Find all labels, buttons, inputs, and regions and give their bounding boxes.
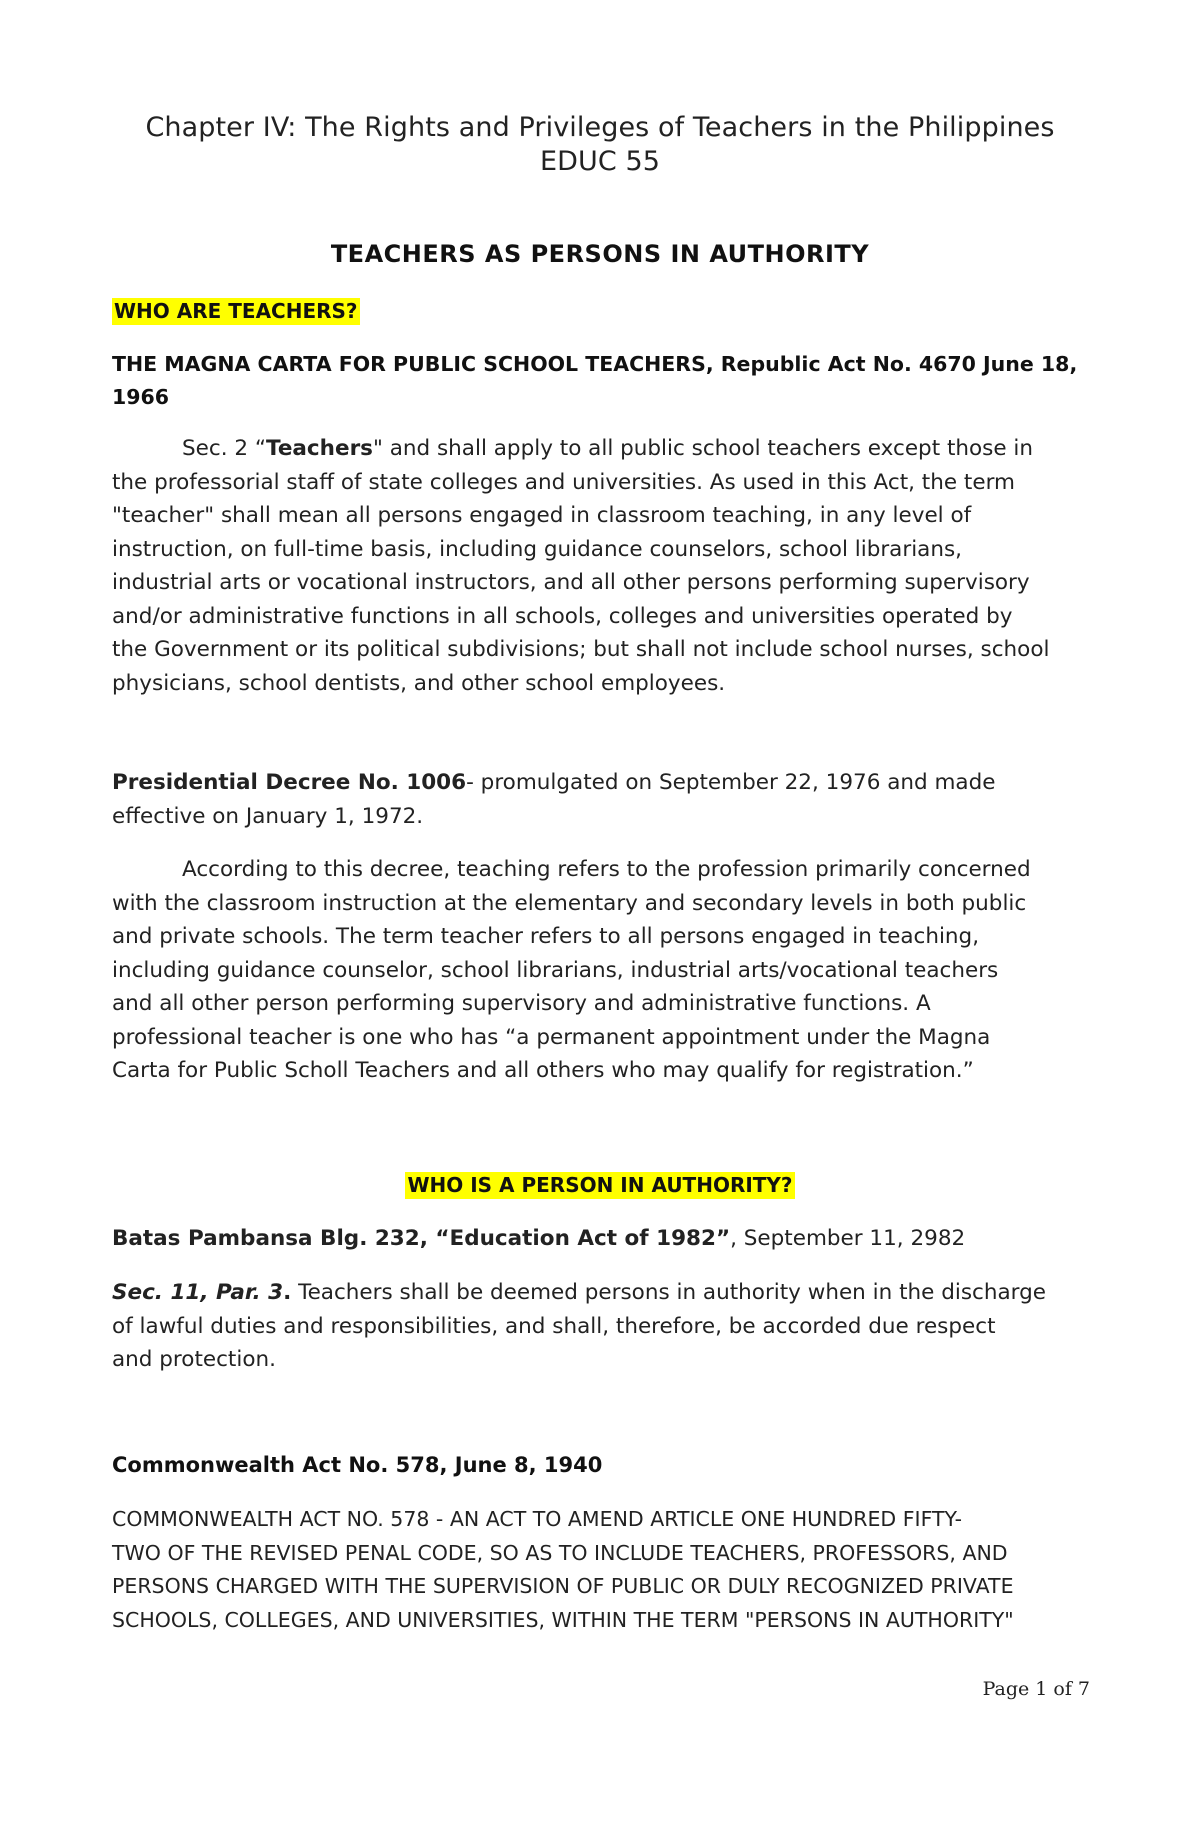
section-heading-person-in-authority xyxy=(0,1173,1200,1197)
magna-carta-section-2 xyxy=(112,432,1092,700)
sec11-label: Sec. 11, Par. 3 xyxy=(112,1280,284,1305)
document-title: TEACHERS AS PERSONS IN AUTHORITY xyxy=(330,240,870,268)
pd1006-body-text: According to this decree, teaching refers to the profession primarily concerned with the classroom instruction at the elementary and secondary levels in both public and private schools. The term teacher refers to all persons engaged in teaching, including guidance counselor, school librarians, industrial arts/vocational teachers and all other person performing supervisory and administrative functions. A professional teacher is one who has “a permanent appointment under the Magna Carta for Public Scholl Teachers and all others who may qualify for registration.” xyxy=(112,857,1031,1083)
highlighted-heading: WHO ARE TEACHERS? xyxy=(114,299,358,323)
chapter-title: Chapter IV: The Rights and Privileges of Teachers in the Philippines xyxy=(145,112,1055,143)
bp232-label: Batas Pambansa Blg. 232, “Education Act of 1982” xyxy=(112,1226,731,1251)
bp232-date: , September 11, 2982 xyxy=(730,1226,966,1251)
page-number: Page 1 of 7 xyxy=(982,1678,1090,1700)
ca578-body: COMMONWEALTH ACT NO. 578 - AN ACT TO AMEND ARTICLE ONE HUNDRED FIFTY- TWO OF THE REVISED PENAL CODE, SO AS TO INCLUDE TEACHERS, PROFESSORS, AND PERSONS CHARGED WITH THE SUPERVISION OF PUBLIC OR DULY RECOGNIZED PRIVATE SCHOOLS, COLLEGES, AND UNIVERSITIES, WITHIN THE TERM "PERSONS IN AUTHORITY" xyxy=(112,1507,1014,1632)
section-heading-who-are-teachers xyxy=(112,299,360,323)
pd1006-label: Presidential Decree No. 1006 xyxy=(112,770,467,795)
highlighted-heading: WHO IS A PERSON IN AUTHORITY? xyxy=(407,1173,793,1197)
course-code: EDUC 55 xyxy=(539,146,661,177)
sec-prefix: Sec. 2 “ xyxy=(182,436,267,461)
sec-body: " and shall apply to all public school teachers except those in the professorial staff of state colleges and universities. As used in this Act, the term "teacher" shall mean all persons engaged in classroom teaching, in any level of instruction, on full-time basis, including guidance counselors, school librarians, industrial arts or vocational instructors, and all other persons performing supervisory and/or administrative functions in all schools, colleges and universities operated by the Government or its political subdivisions; but shall not include school nurses, school physicians, school dentists, and other school employees. xyxy=(112,436,1050,696)
ca578-heading: Commonwealth Act No. 578, June 8, 1940 xyxy=(112,1453,603,1477)
pd1006-body xyxy=(112,853,1092,1088)
pd1006-text-line2: effective on January 1, 1972. xyxy=(112,803,424,829)
sec11-body-line1: Teachers shall be deemed persons in authority when in the discharge xyxy=(291,1280,1046,1305)
defined-term: Teachers xyxy=(266,436,373,461)
bp232-line xyxy=(112,1222,1092,1256)
sec11-body-rest: of lawful duties and responsibilities, and shall, therefore, be accorded due respect and protection. xyxy=(112,1313,996,1372)
sec11-paragraph xyxy=(112,1276,1092,1377)
sec11-period: . xyxy=(283,1280,292,1305)
magna-carta-heading: THE MAGNA CARTA FOR PUBLIC SCHOOL TEACHERS, Republic Act No. 4670 June 18, 1966 xyxy=(112,352,1078,409)
pd1006-text: - promulgated on September 22, 1976 and made xyxy=(466,770,996,795)
pd1006-intro xyxy=(112,766,1092,833)
